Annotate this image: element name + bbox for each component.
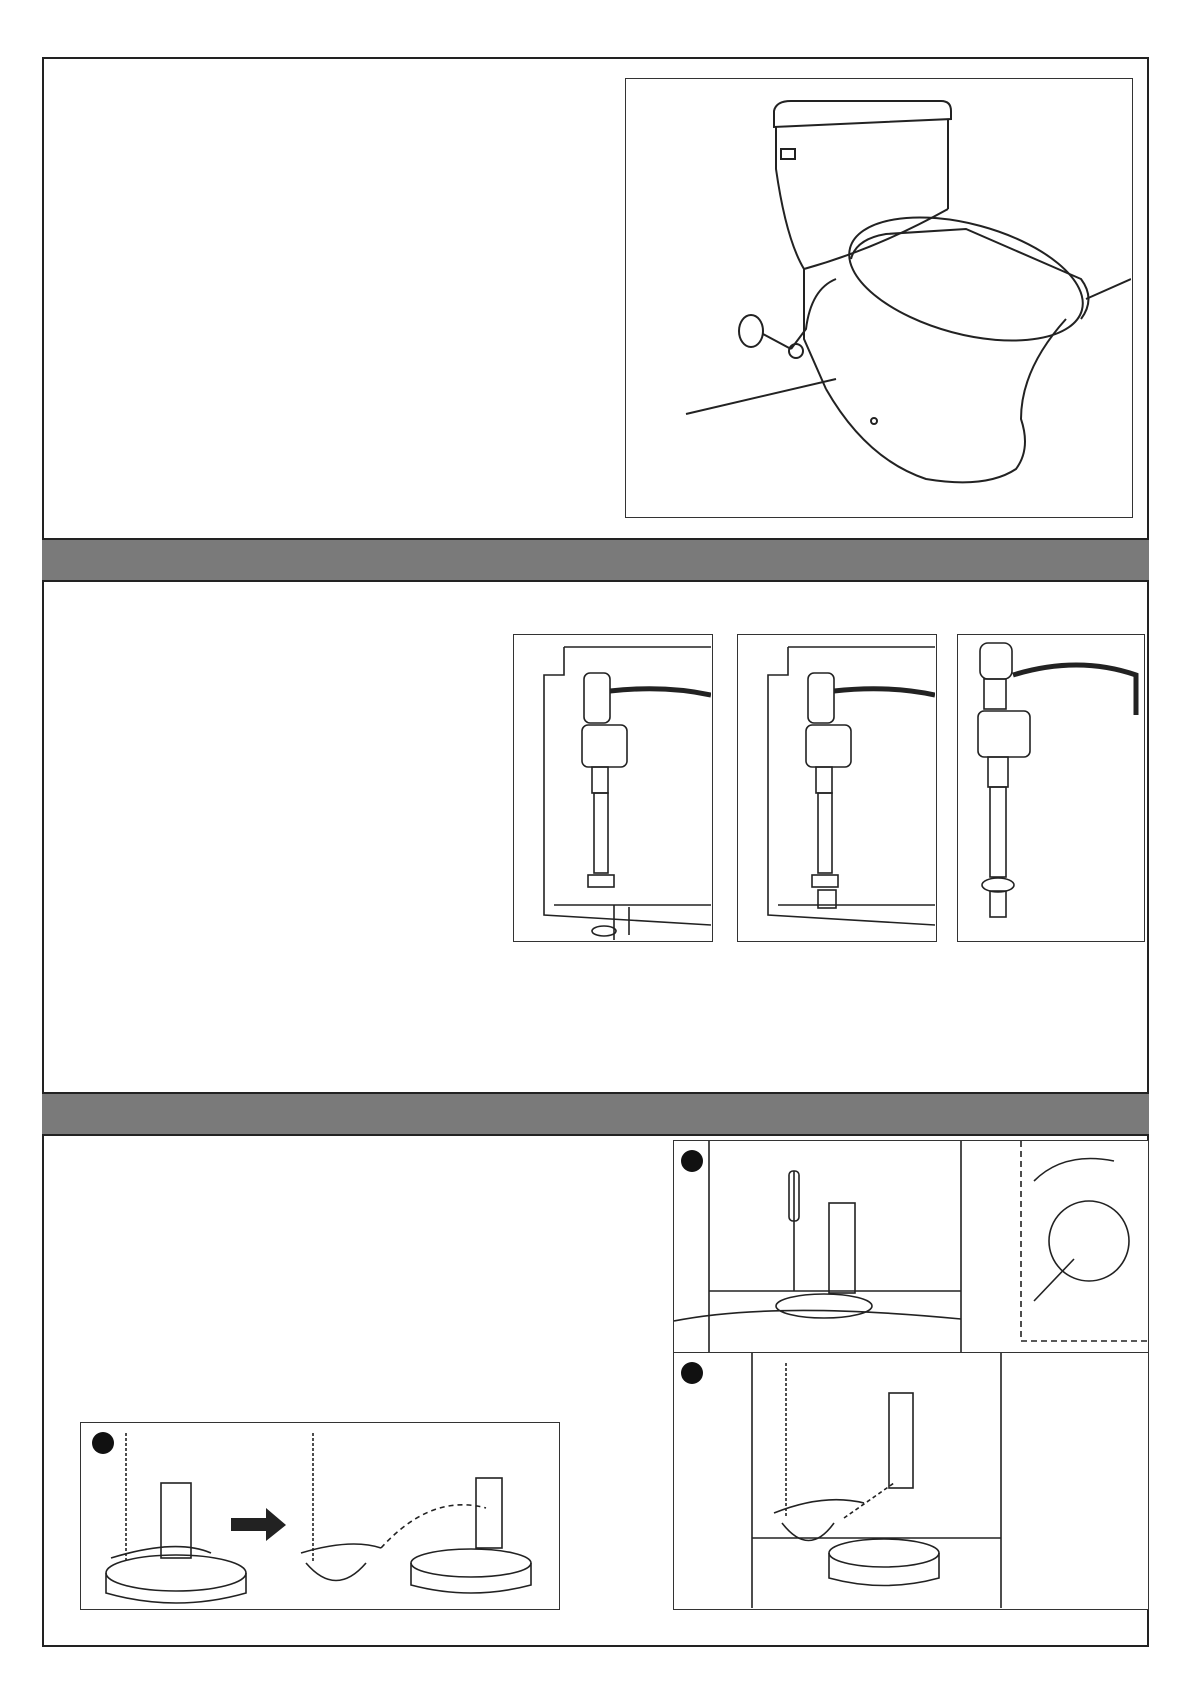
toilet-illustration-icon: [626, 79, 1131, 516]
flush-valve-panel-b: [673, 1140, 1149, 1354]
flush-valve-install-icon: [81, 1423, 558, 1608]
toilet-figure-panel: [625, 78, 1133, 518]
flush-valve-panel-c: [673, 1352, 1149, 1610]
flapper-chain-attach-icon: [674, 1353, 1147, 1608]
fill-valve-tightened-icon: [738, 635, 935, 940]
fill-valve-detail-icon: [958, 635, 1143, 940]
fill-valve-step-2-panel: [737, 634, 937, 942]
section-2-header-band: [42, 538, 1149, 582]
flush-valve-panel-a: [80, 1422, 560, 1610]
flush-valve-screwdriver-icon: [674, 1141, 1147, 1352]
fill-valve-step-1-panel: [513, 634, 713, 942]
fill-valve-in-tank-icon: [514, 635, 711, 940]
section-3-header-band: [42, 1092, 1149, 1136]
fill-valve-step-3-panel: [957, 634, 1145, 942]
